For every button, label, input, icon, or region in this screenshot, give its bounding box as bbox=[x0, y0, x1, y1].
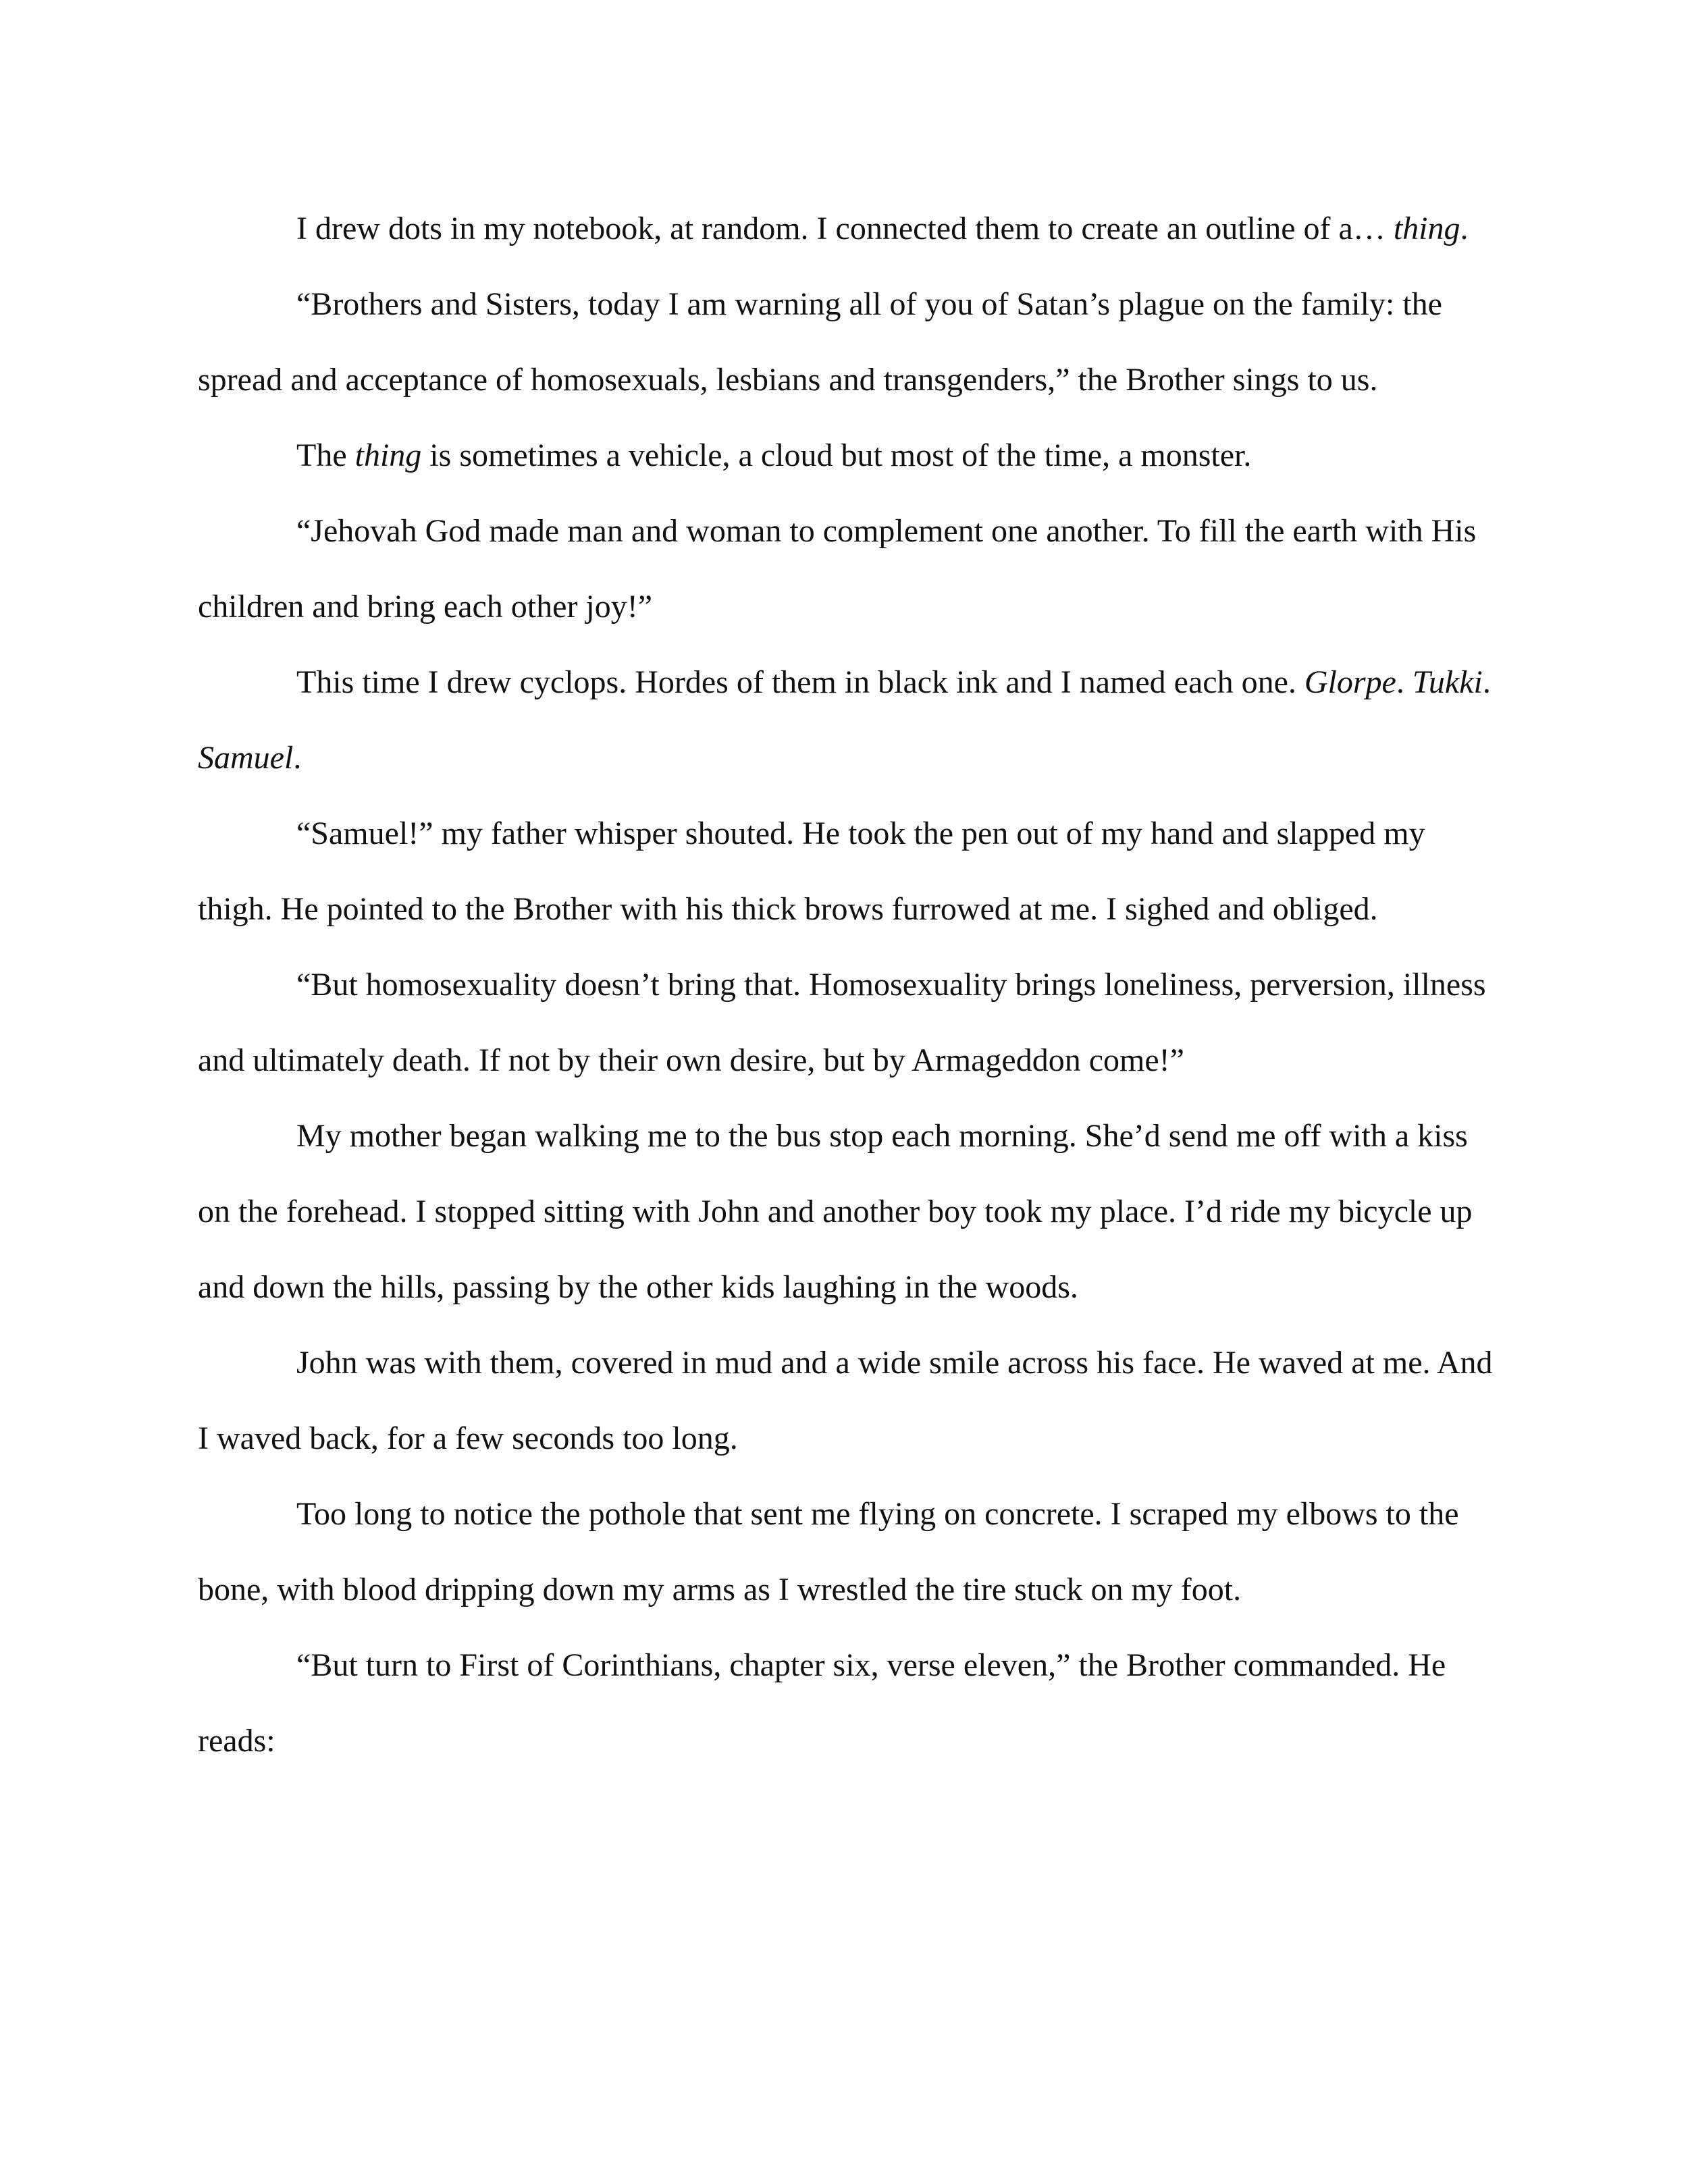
paragraph bbox=[198, 1476, 1494, 1628]
paragraph-text: The bbox=[296, 437, 355, 473]
paragraph bbox=[198, 796, 1494, 947]
paragraph bbox=[198, 645, 1494, 796]
italic-text: Samuel bbox=[198, 740, 294, 776]
italic-text: thing bbox=[1393, 211, 1460, 246]
paragraph bbox=[198, 1098, 1494, 1325]
paragraph-text: This time I drew cyclops. Hordes of them in black ink and I named each one. bbox=[296, 664, 1304, 700]
italic-text: Tukki bbox=[1412, 664, 1483, 700]
paragraph-text: “Jehovah God made man and woman to complement one another. To fill the earth with His children and bring each other joy!” bbox=[198, 513, 1477, 624]
italic-text: Glorpe bbox=[1304, 664, 1396, 700]
paragraph-text: . bbox=[1460, 211, 1469, 246]
paragraph bbox=[198, 418, 1494, 494]
paragraph-text: “But turn to First of Corinthians, chapter six, verse eleven,” the Brother commanded. He reads: bbox=[198, 1647, 1446, 1759]
body-text bbox=[198, 191, 1494, 1779]
paragraph-text: . bbox=[1396, 664, 1413, 700]
paragraph-text: I drew dots in my notebook, at random. I connected them to create an outline of a… bbox=[296, 211, 1394, 246]
paragraph-text: . bbox=[1482, 664, 1491, 700]
italic-text: thing bbox=[354, 437, 422, 473]
paragraph-text: My mother began walking me to the bus stop each morning. She’d send me off with a kiss on the forehead. I stopped sitting with John and another boy took my place. I’d ride my bicycle up and down the hills, passing by the other kids laughing in the woods. bbox=[198, 1118, 1473, 1305]
paragraph-text: Too long to notice the pothole that sent me flying on concrete. I scraped my elbows to the bone, with blood dripping down my arms as I wrestled the tire stuck on my foot. bbox=[198, 1496, 1459, 1607]
paragraph bbox=[198, 1628, 1494, 1779]
paragraph-text: is sometimes a vehicle, a cloud but most of the time, a monster. bbox=[421, 437, 1252, 473]
paragraph-text: John was with them, covered in mud and a wide smile across his face. He waved at me. And I waved back, for a few seconds too long. bbox=[198, 1345, 1493, 1456]
paragraph bbox=[198, 1325, 1494, 1476]
paragraph bbox=[198, 267, 1494, 418]
paragraph-text: “Samuel!” my father whisper shouted. He took the pen out of my hand and slapped my thigh. He pointed to the Brother with his thick brows furrowed at me. I sighed and obliged. bbox=[198, 816, 1425, 927]
paragraph bbox=[198, 191, 1494, 267]
paragraph-text: “But homosexuality doesn’t bring that. Homosexuality brings loneliness, perversion, illness and ultimately death. If not by their own desire, but by Armageddon come!” bbox=[198, 967, 1486, 1078]
paragraph bbox=[198, 947, 1494, 1098]
paragraph-text: . bbox=[293, 740, 302, 776]
paragraph-text: “Brothers and Sisters, today I am warning all of you of Satan’s plague on the family: the spread and acceptance of homosexuals, lesbians and transgenders,” the Brother sings to us. bbox=[198, 286, 1442, 398]
paragraph bbox=[198, 494, 1494, 645]
